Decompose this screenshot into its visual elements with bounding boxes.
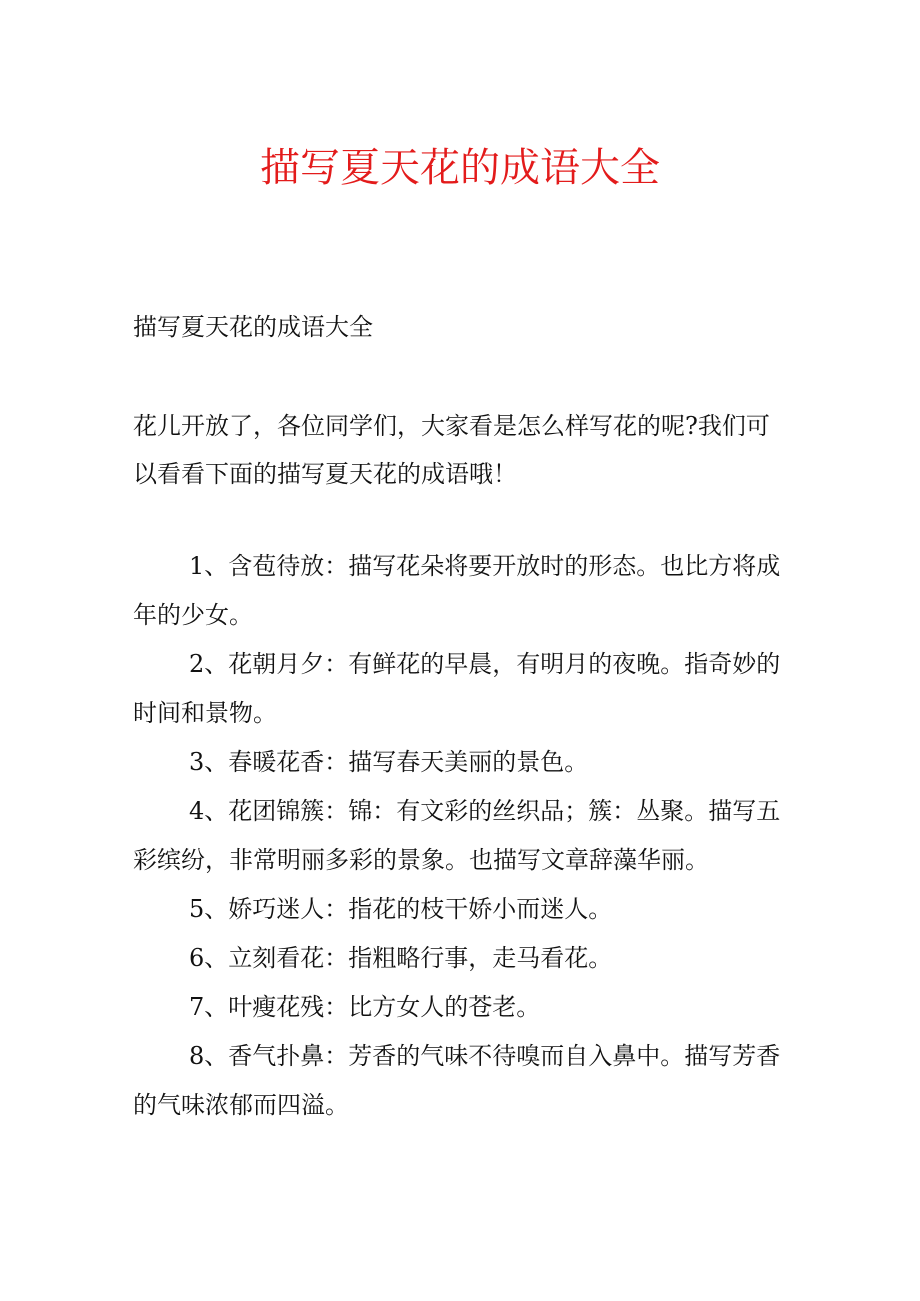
document-subtitle: 描写夏天花的成语大全	[133, 313, 373, 341]
list-item: 4、花团锦簇：锦：有文彩的丝织品；簇：丛聚。描写五彩缤纷，非常明丽多彩的景象。也描写文章辞藻华丽。	[133, 797, 781, 874]
list-item: 5、娇巧迷人：指花的枝干娇小而迷人。	[189, 895, 613, 923]
list-item: 2、花朝月夕：有鲜花的早晨，有明月的夜晚。指奇妙的时间和景物。	[133, 650, 781, 727]
list-item: 6、立刻看花：指粗略行事，走马看花。	[189, 944, 613, 972]
list-item: 7、叶瘦花残：比方女人的苍老。	[189, 993, 541, 1021]
intro-paragraph: 花儿开放了，各位同学们，大家看是怎么样写花的呢?我们可以看看下面的描写夏天花的成语哦！	[133, 412, 770, 488]
list-item: 8、香气扑鼻：芳香的气味不待嗅而自入鼻中。描写芳香的气味浓郁而四溢。	[133, 1042, 781, 1119]
document-title: 描写夏天花的成语大全	[260, 145, 660, 191]
list-item: 3、春暖花香：描写春天美丽的景色。	[189, 748, 589, 776]
list-item: 1、含苞待放：描写花朵将要开放时的形态。也比方将成年的少女。	[133, 552, 781, 629]
idiom-list	[133, 542, 791, 1130]
